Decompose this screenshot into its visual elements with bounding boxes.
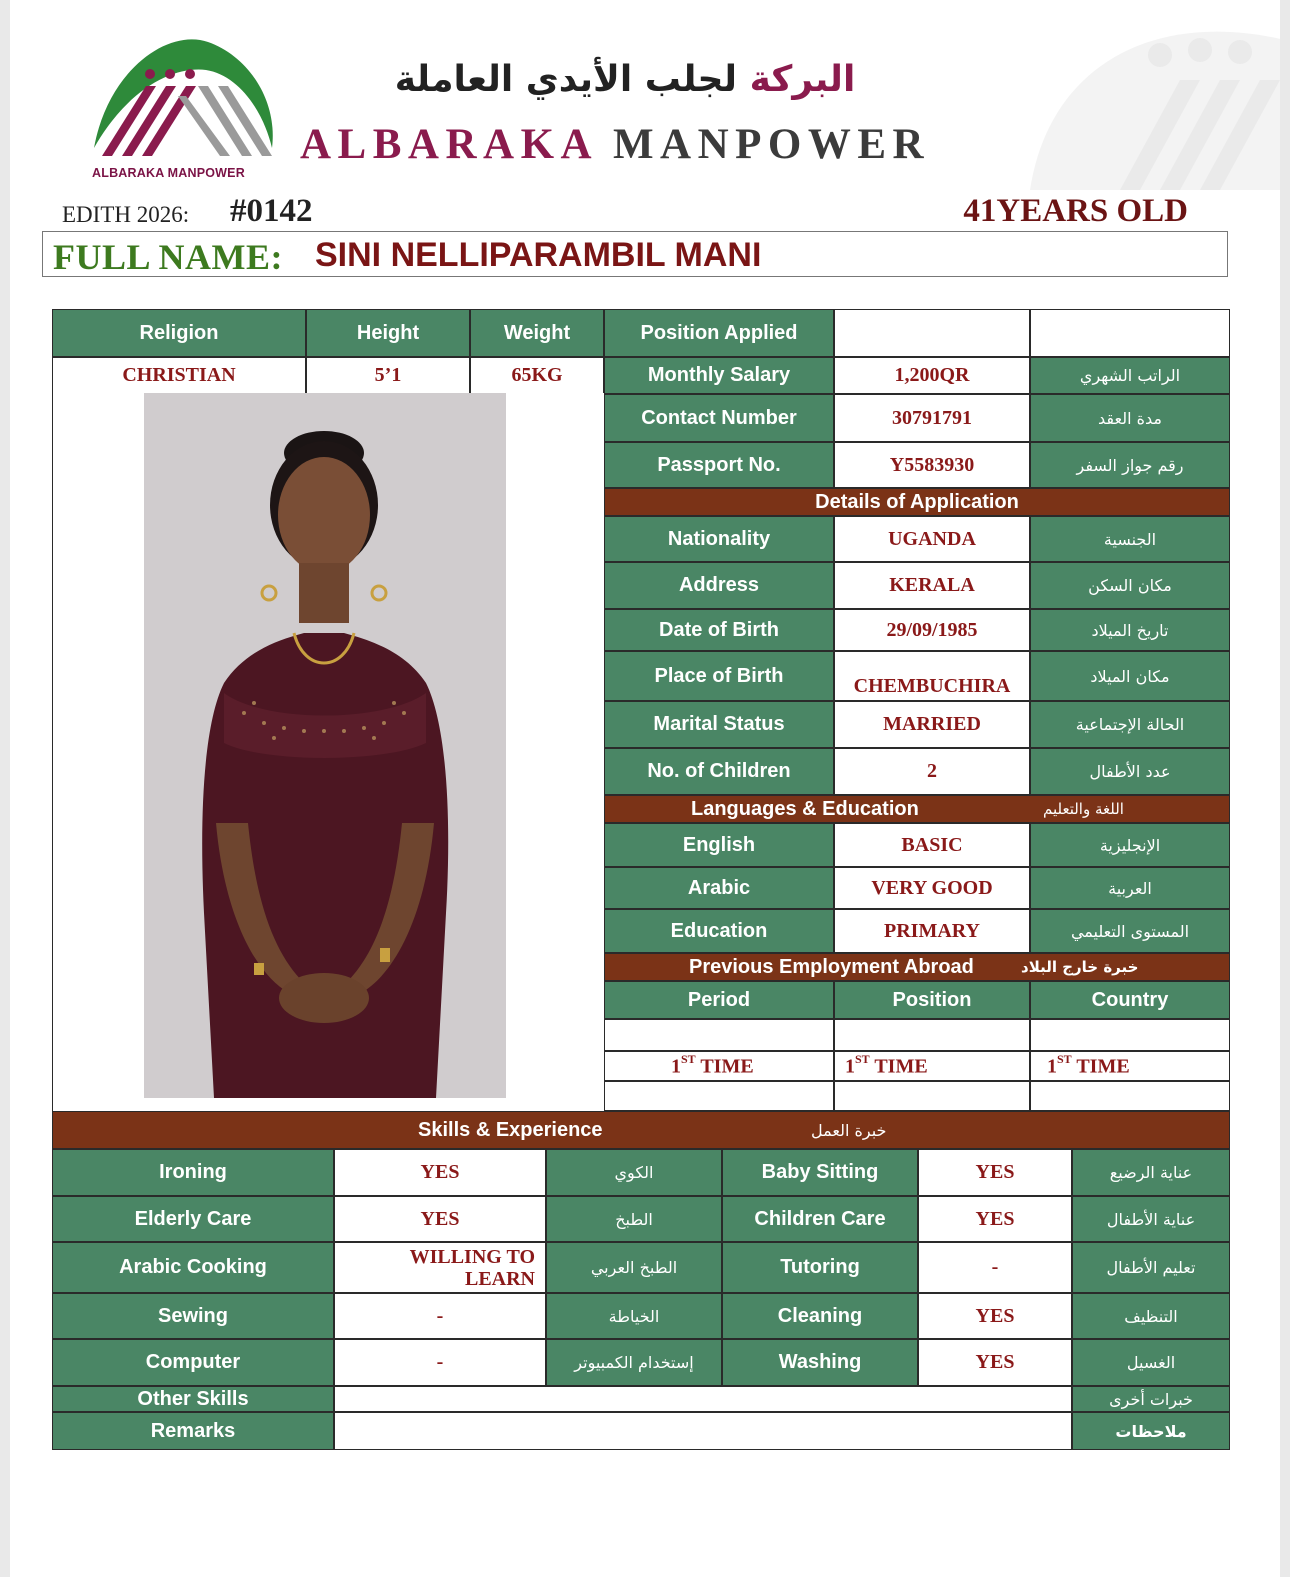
- monthly-salary-value: 1,200QR: [834, 357, 1030, 394]
- full-name-box: [42, 231, 1228, 277]
- skill-right-value-0: YES: [918, 1149, 1072, 1196]
- arabic-title-rest: لجلب الأيدي العاملة: [394, 59, 738, 100]
- contact-number-arabic: مدة العقد: [1030, 394, 1230, 442]
- application-value-4: MARRIED: [834, 701, 1030, 748]
- skills-title-arabic: خبرة العمل: [811, 1120, 887, 1140]
- weight-header: Weight: [470, 309, 604, 357]
- english-title-rest: MANPOWER: [612, 121, 931, 168]
- skill-left-label-2: Arabic Cooking: [52, 1242, 334, 1293]
- languages-title: Languages & Education: [691, 797, 919, 820]
- position-applied-label: Position Applied: [604, 309, 834, 357]
- country-first-time: 1ST TIME: [1047, 1052, 1130, 1078]
- monthly-salary-arabic: الراتب الشهري: [1030, 357, 1230, 394]
- application-arabic-1: مكان السكن: [1030, 562, 1230, 609]
- language-value-1: VERY GOOD: [834, 867, 1030, 909]
- position-header: Position: [834, 981, 1030, 1019]
- application-label-3: Place of Birth: [604, 651, 834, 701]
- age-value: 41YEARS OLD: [963, 193, 1188, 229]
- skill-right-arabic-4: الغسيل: [1072, 1339, 1230, 1386]
- employment-header: [604, 953, 1230, 981]
- full-name-label: FULL NAME:: [53, 237, 283, 277]
- application-label-2: Date of Birth: [604, 609, 834, 651]
- cv-page: [10, 0, 1280, 1577]
- application-value-0: UGANDA: [834, 516, 1030, 562]
- remarks-arabic: ملاحظات: [1072, 1412, 1230, 1450]
- monthly-salary-label: Monthly Salary: [604, 357, 834, 394]
- remarks-label: Remarks: [52, 1412, 334, 1450]
- skill-left-value-0: YES: [334, 1149, 546, 1196]
- skill-right-arabic-2: تعليم الأطفال: [1072, 1242, 1230, 1293]
- skill-right-label-2: Tutoring: [722, 1242, 918, 1293]
- position-applied-blank: [1030, 309, 1230, 357]
- skill-right-label-1: Children Care: [722, 1196, 918, 1242]
- employment-title-arabic: خبرة خارج البلاد: [1021, 958, 1139, 976]
- application-arabic-4: الحالة الإجتماعية: [1030, 701, 1230, 748]
- country-first-cell: [1030, 1051, 1230, 1081]
- skill-right-label-4: Washing: [722, 1339, 918, 1386]
- skill-left-label-1: Elderly Care: [52, 1196, 334, 1242]
- skill-right-arabic-0: عناية الرضيع: [1072, 1149, 1230, 1196]
- skill-left-value-1: YES: [334, 1196, 546, 1242]
- religion-header: Religion: [52, 309, 306, 357]
- application-value-2: 29/09/1985: [834, 609, 1030, 651]
- language-value-0: BASIC: [834, 823, 1030, 867]
- skill-left-arabic-1: الطبخ: [546, 1196, 722, 1242]
- skill-right-value-1: YES: [918, 1196, 1072, 1242]
- skill-left-arabic-2: الطبخ العربي: [546, 1242, 722, 1293]
- period-header: Period: [604, 981, 834, 1019]
- application-arabic-0: الجنسية: [1030, 516, 1230, 562]
- language-label-1: Arabic: [604, 867, 834, 909]
- candidate-photo: [144, 393, 506, 1098]
- passport-arabic: رقم جواز السفر: [1030, 442, 1230, 488]
- remarks-value: [334, 1412, 1072, 1450]
- height-header: Height: [306, 309, 470, 357]
- contact-number-value: 30791791: [834, 394, 1030, 442]
- language-label-0: English: [604, 823, 834, 867]
- skill-right-value-2: -: [918, 1242, 1072, 1293]
- period-first-cell: [604, 1051, 834, 1081]
- arabic-company-title: [295, 59, 955, 100]
- language-arabic-2: المستوى التعليمي: [1030, 909, 1230, 953]
- position-first-time: 1ST TIME: [845, 1052, 928, 1078]
- skill-right-arabic-1: عناية الأطفال: [1072, 1196, 1230, 1242]
- language-arabic-0: الإنجليزية: [1030, 823, 1230, 867]
- english-title-brand: ALBARAKA: [300, 121, 596, 168]
- skill-right-arabic-3: التنظيف: [1072, 1293, 1230, 1339]
- edition-label: EDITH 2026:: [62, 202, 190, 227]
- skills-header: [52, 1111, 1230, 1149]
- skill-left-label-4: Computer: [52, 1339, 334, 1386]
- details-application-header: Details of Application: [604, 488, 1230, 516]
- application-label-1: Address: [604, 562, 834, 609]
- period-empty-row: [604, 1081, 834, 1111]
- languages-title-arabic: اللغة والتعليم: [1043, 800, 1124, 818]
- skill-left-arabic-3: الخياطة: [546, 1293, 722, 1339]
- period-blank-row: [604, 1019, 834, 1051]
- position-empty-row: [834, 1081, 1030, 1111]
- language-label-2: Education: [604, 909, 834, 953]
- skill-left-label-0: Ironing: [52, 1149, 334, 1196]
- application-label-0: Nationality: [604, 516, 834, 562]
- position-blank-row: [834, 1019, 1030, 1051]
- arabic-title-brand: البركة: [749, 59, 856, 100]
- application-label-4: Marital Status: [604, 701, 834, 748]
- skill-right-label-0: Baby Sitting: [722, 1149, 918, 1196]
- reference-number: #0142: [230, 193, 313, 229]
- period-first-time: 1ST TIME: [671, 1052, 754, 1078]
- skill-left-value-3: -: [334, 1293, 546, 1339]
- albaraka-logo-icon: [88, 30, 288, 180]
- languages-header: [604, 795, 1230, 823]
- skills-title: Skills & Experience: [418, 1118, 603, 1141]
- skill-right-label-3: Cleaning: [722, 1293, 918, 1339]
- passport-value: Y5583930: [834, 442, 1030, 488]
- full-name-value: SINI NELLIPARAMBIL MANI: [315, 236, 762, 274]
- weight-value: 65KG: [470, 357, 604, 394]
- application-arabic-3: مكان الميلاد: [1030, 651, 1230, 701]
- religion-value: CHRISTIAN: [52, 357, 306, 394]
- skill-left-value-2: WILLING TO LEARN: [334, 1242, 546, 1293]
- passport-label: Passport No.: [604, 442, 834, 488]
- watermark-logo: [1010, 0, 1280, 190]
- employment-title: Previous Employment Abroad: [689, 955, 974, 978]
- english-company-title: [300, 120, 930, 169]
- skill-left-arabic-4: إستخدام الكمبيوتر: [546, 1339, 722, 1386]
- other-skills-arabic: خبرات أخرى: [1072, 1386, 1230, 1412]
- skill-right-value-3: YES: [918, 1293, 1072, 1339]
- position-first-cell: [834, 1051, 1030, 1081]
- other-skills-value: [334, 1386, 1072, 1412]
- skill-left-arabic-0: الكوي: [546, 1149, 722, 1196]
- application-arabic-2: تاريخ الميلاد: [1030, 609, 1230, 651]
- application-value-1: KERALA: [834, 562, 1030, 609]
- skill-left-value-4: -: [334, 1339, 546, 1386]
- height-value: 5’1: [306, 357, 470, 394]
- country-header: Country: [1030, 981, 1230, 1019]
- country-empty-row: [1030, 1081, 1230, 1111]
- language-arabic-1: العربية: [1030, 867, 1230, 909]
- logo-caption: ALBARAKA MANPOWER: [92, 166, 245, 180]
- application-value-3: CHEMBUCHIRA: [834, 651, 1030, 701]
- application-label-5: No. of Children: [604, 748, 834, 795]
- country-blank-row: [1030, 1019, 1230, 1051]
- skill-right-value-4: YES: [918, 1339, 1072, 1386]
- language-value-2: PRIMARY: [834, 909, 1030, 953]
- position-applied-value: [834, 309, 1030, 357]
- application-value-5: 2: [834, 748, 1030, 795]
- other-skills-label: Other Skills: [52, 1386, 334, 1412]
- application-arabic-5: عدد الأطفال: [1030, 748, 1230, 795]
- contact-number-label: Contact Number: [604, 394, 834, 442]
- skill-left-label-3: Sewing: [52, 1293, 334, 1339]
